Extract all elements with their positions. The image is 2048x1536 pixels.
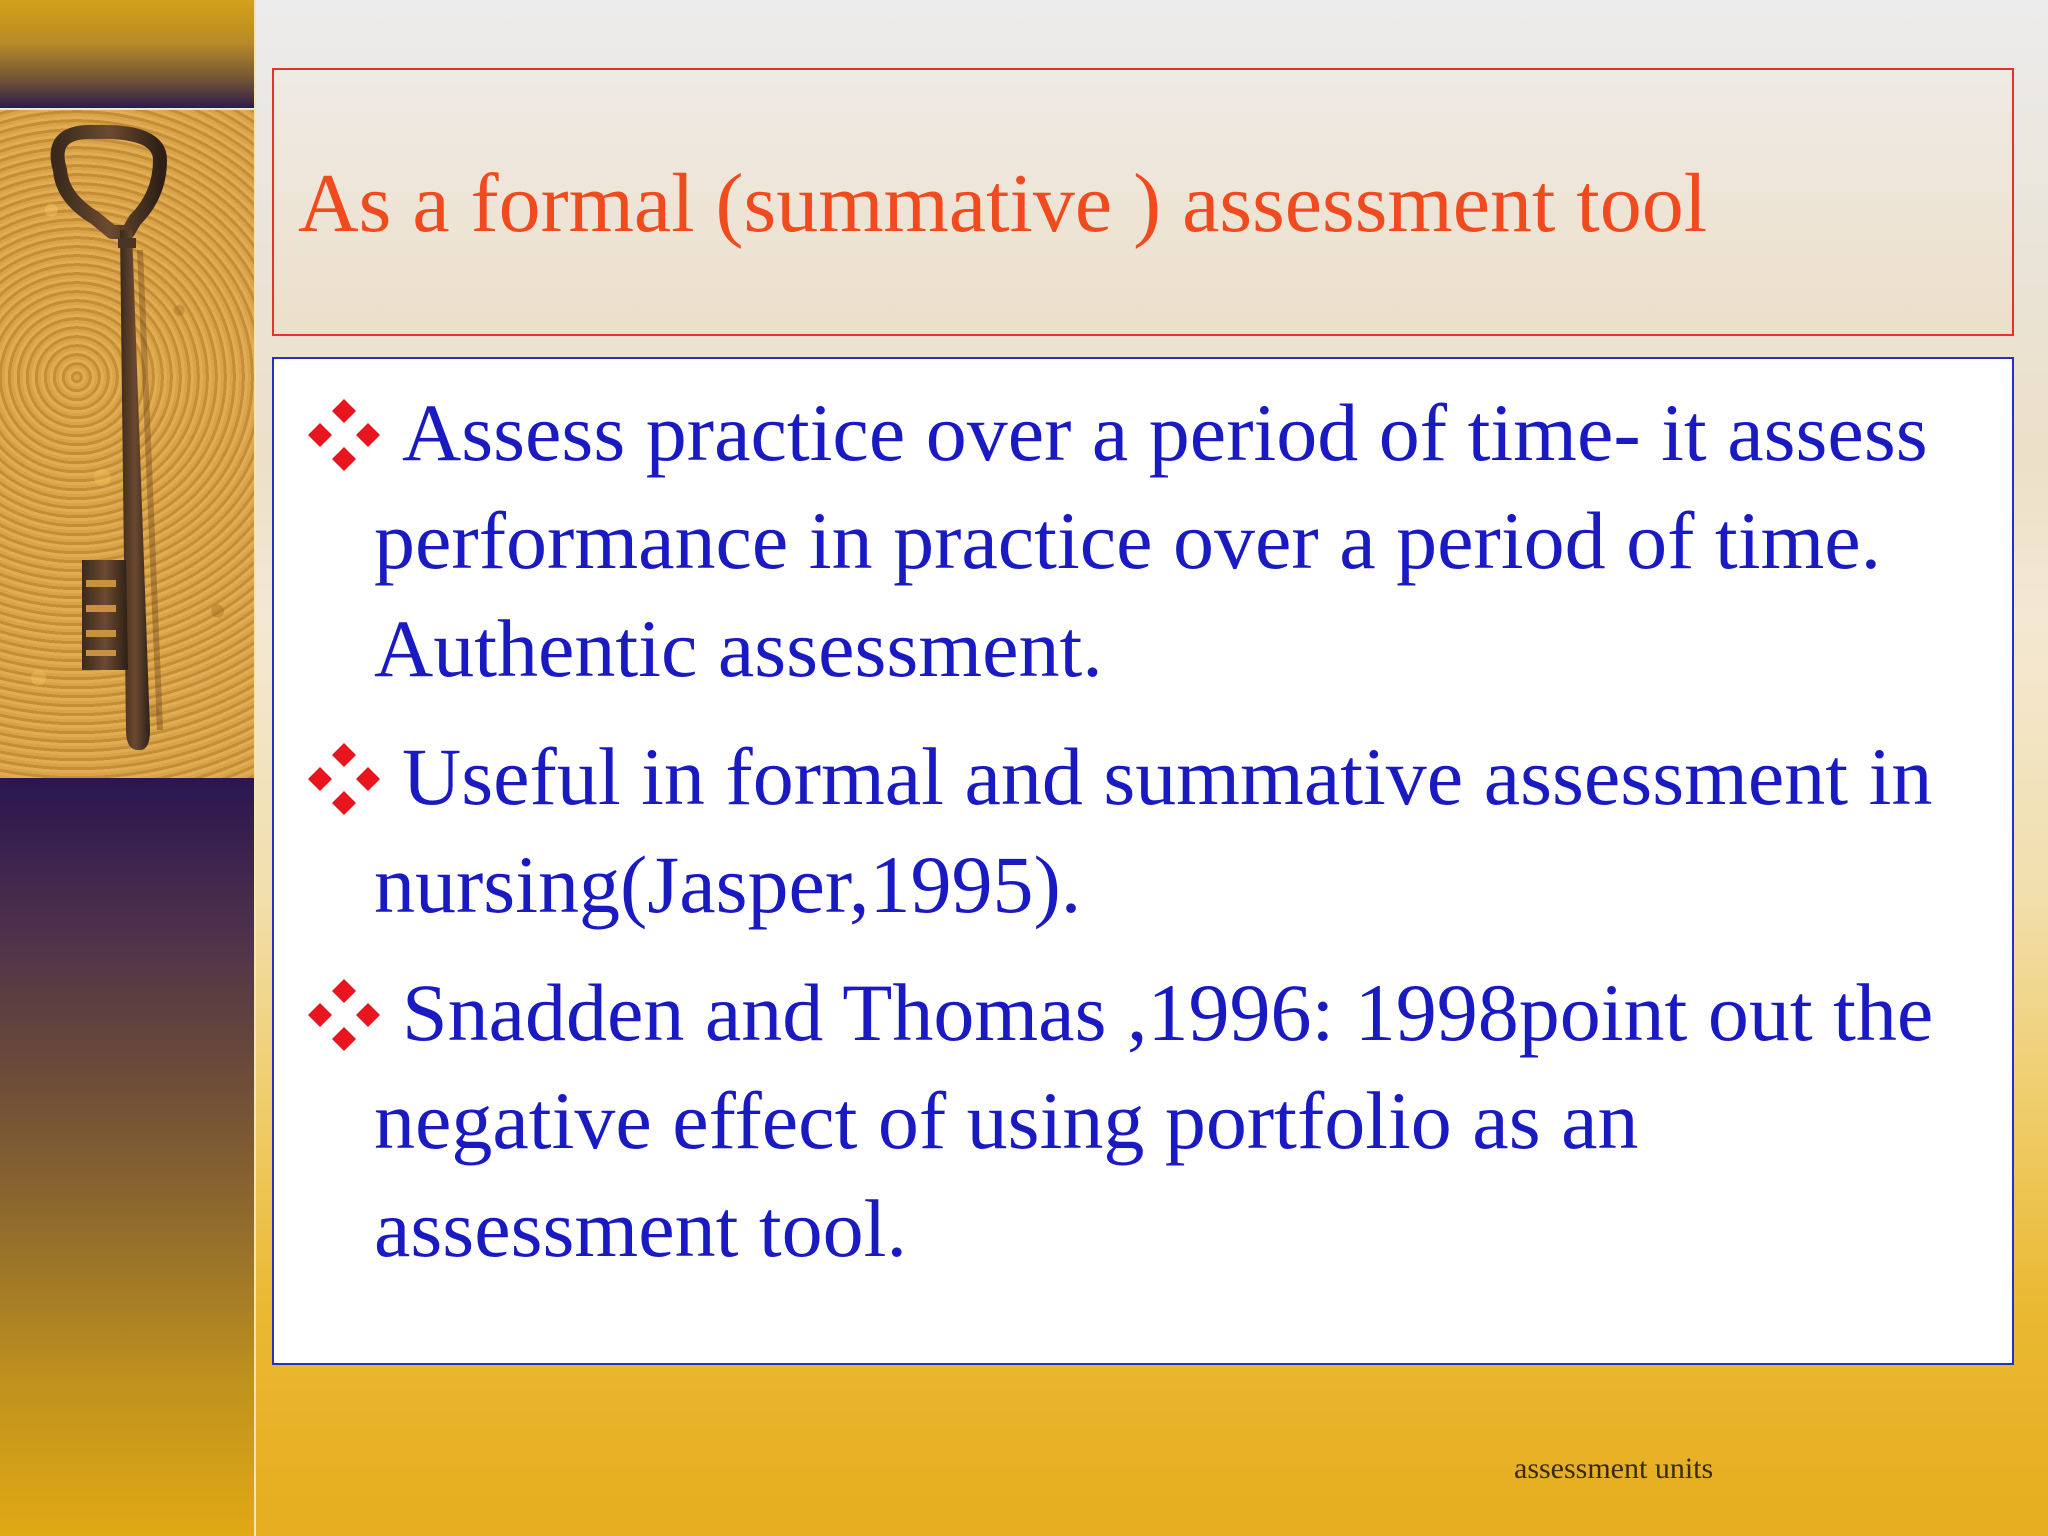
bullet-list [274, 379, 2016, 1303]
key-icon [0, 110, 256, 778]
key-on-sand-image [0, 110, 256, 778]
sidebar-gradient-bottom [0, 778, 256, 1536]
slide-footer: assessment units [1514, 1452, 1714, 1485]
bullet-item [274, 723, 2016, 939]
decorative-sidebar [0, 0, 256, 1536]
four-diamond-bullet-icon [304, 975, 384, 1055]
bullet-item [274, 959, 2016, 1283]
slide-title: As a formal (summative ) assessment tool [298, 157, 1708, 250]
sidebar-divider [254, 0, 256, 1536]
four-diamond-bullet-icon [304, 739, 384, 819]
content-box [272, 357, 2014, 1365]
bullet-item [274, 379, 2016, 703]
bullet-text: Snadden and Thomas ,1996: 1998point out the negative effect of using portfolio as an assessment tool. [374, 967, 1934, 1274]
bullet-text: Assess practice over a period of time- it assess performance in practice over a period of time. Authentic assessment. [374, 387, 1928, 694]
bullet-text: Useful in formal and summative assessment in nursing(Jasper,1995). [374, 731, 1933, 930]
title-box [272, 68, 2014, 336]
sidebar-gradient-top [0, 0, 256, 108]
four-diamond-bullet-icon [304, 395, 384, 475]
